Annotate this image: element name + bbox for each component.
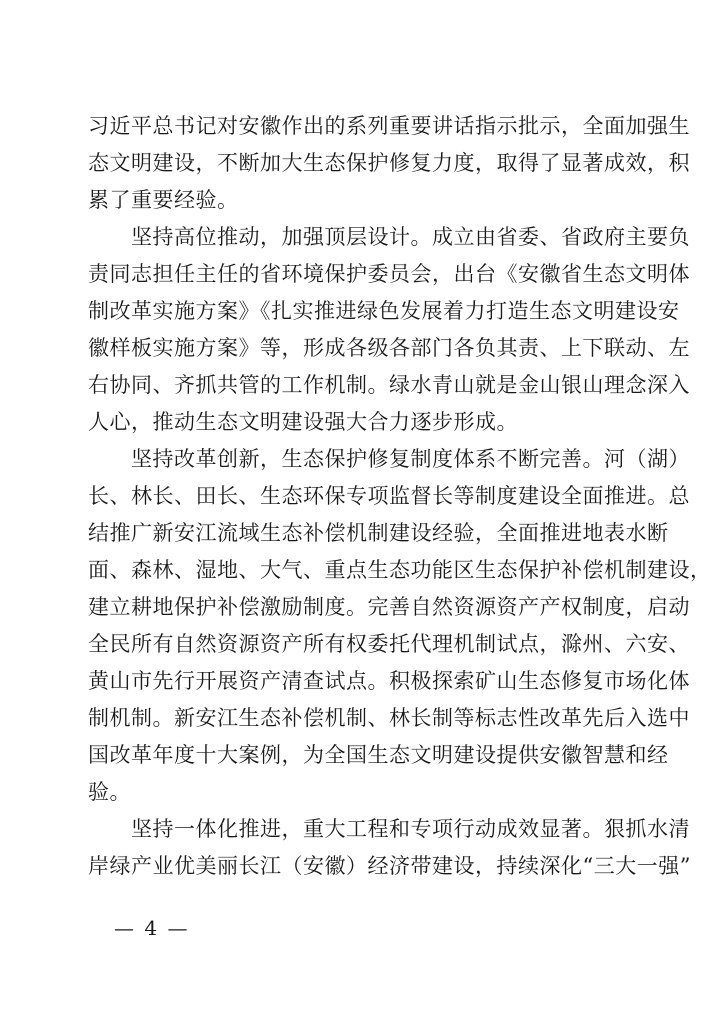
paragraph-first-line: 坚持改革创新，生态保护修复制度体系不断完善。河（湖） <box>131 447 690 471</box>
page-number: — 4 — <box>114 916 190 940</box>
text-line: 习近平总书记对安徽作出的系列重要讲话指示批示，全面加强生 <box>88 114 690 138</box>
text-line: 态文明建设，不断加大生态保护修复力度，取得了显著成效，积 <box>88 151 690 175</box>
text-line: 国改革年度十大案例，为全国生态文明建设提供安徽智慧和经 <box>88 743 669 767</box>
body-text <box>88 108 712 885</box>
text-line: 建立耕地保护补偿激励制度。完善自然资源资产产权制度，启动 <box>88 595 690 619</box>
text-line: 累了重要经验。 <box>88 188 239 212</box>
paragraph-first-line: 坚持高位推动，加强顶层设计。成立由省委、省政府主要负 <box>131 225 690 249</box>
paragraph-first-line: 坚持一体化推进，重大工程和专项行动成效显著。狠抓水清 <box>131 817 690 841</box>
text-line: 验。 <box>88 780 131 804</box>
text-line: 全民所有自然资源资产所有权委托代理机制试点，滁州、六安、 <box>88 632 690 656</box>
text-line: 人心，推动生态文明建设强大合力逐步形成。 <box>88 410 518 434</box>
text-line: 制改革实施方案》《扎实推进绿色发展着力打造生态文明建设安 <box>88 299 680 323</box>
text-line: 黄山市先行开展资产清查试点。积极探索矿山生态修复市场化体 <box>88 669 690 693</box>
text-line: 面、森林、湿地、大气、重点生态功能区生态保护补偿机制建设， <box>88 558 712 582</box>
text-line: 徽样板实施方案》等，形成各级各部门各负其责、上下联动、左 <box>88 336 690 360</box>
text-line: 右协同、齐抓共管的工作机制。绿水青山就是金山银山理念深入 <box>88 373 690 397</box>
text-line: 长、林长、田长、生态环保专项监督长等制度建设全面推进。总 <box>88 484 690 508</box>
text-line: 制机制。新安江生态补偿机制、林长制等标志性改革先后入选中 <box>88 706 690 730</box>
text-line: 岸绿产业优美丽长江（安徽）经济带建设，持续深化“三大一强” <box>88 854 691 878</box>
text-line: 结推广新安江流域生态补偿机制建设经验，全面推进地表水断 <box>88 521 669 545</box>
text-line: 责同志担任主任的省环境保护委员会，出台《安徽省生态文明体 <box>88 262 690 286</box>
